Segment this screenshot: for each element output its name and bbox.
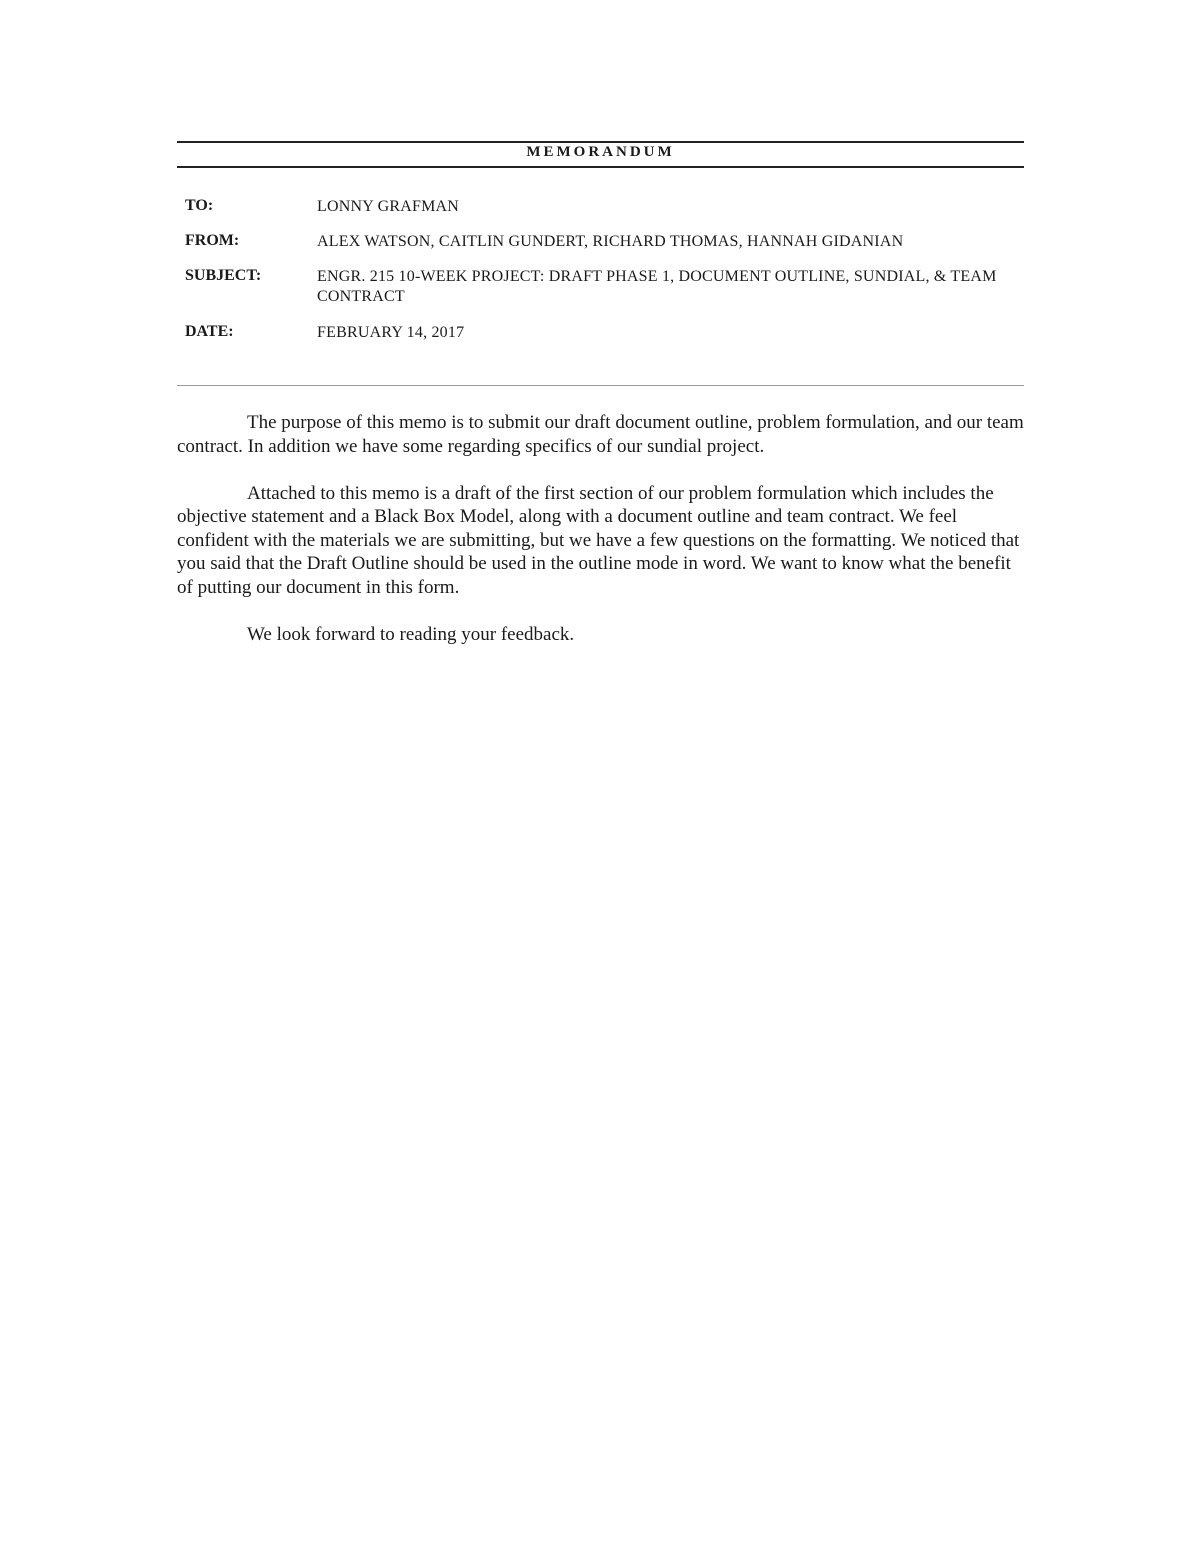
subject-label: SUBJECT: <box>185 267 262 284</box>
body-paragraph-closing: We look forward to reading your feedback. <box>247 623 575 645</box>
header-divider <box>177 385 1024 386</box>
from-value: ALEX WATSON, CAITLIN GUNDERT, RICHARD THOMAS, HANNAH GIDANIAN <box>317 233 904 250</box>
title-top-rule <box>177 141 1024 143</box>
subject-value: ENGR. 215 10-WEEK PROJECT: DRAFT PHASE 1, DOCUMENT OUTLINE, SUNDIAL, & TEAM CONTRACT <box>317 268 997 305</box>
to-label: TO: <box>185 197 214 214</box>
date-value: FEBRUARY 14, 2017 <box>317 324 465 341</box>
body-paragraph-attachments: Attached to this memo is a draft of the first section of our problem formulation which includes the objective statement and a Black Box Model, along with a document outline and team contract. We feel confident with the materials we are submitting, but we have a few questions on the formatting. We noticed that you said that the Draft Outline should be used in the outline mode in word. We want to know what the benefit of putting our document in this form. <box>177 482 1020 598</box>
date-label: DATE: <box>185 323 234 340</box>
to-value: LONNY GRAFMAN <box>317 198 460 215</box>
memo-body <box>177 411 1024 646</box>
title-bottom-rule <box>177 166 1024 168</box>
from-label: FROM: <box>185 232 240 249</box>
memo-title: MEMORANDUM <box>526 144 675 160</box>
body-paragraph-purpose: The purpose of this memo is to submit our draft document outline, problem formulation, and our team contract. In addition we have some regarding specifics of our sundial project. <box>177 412 1024 457</box>
